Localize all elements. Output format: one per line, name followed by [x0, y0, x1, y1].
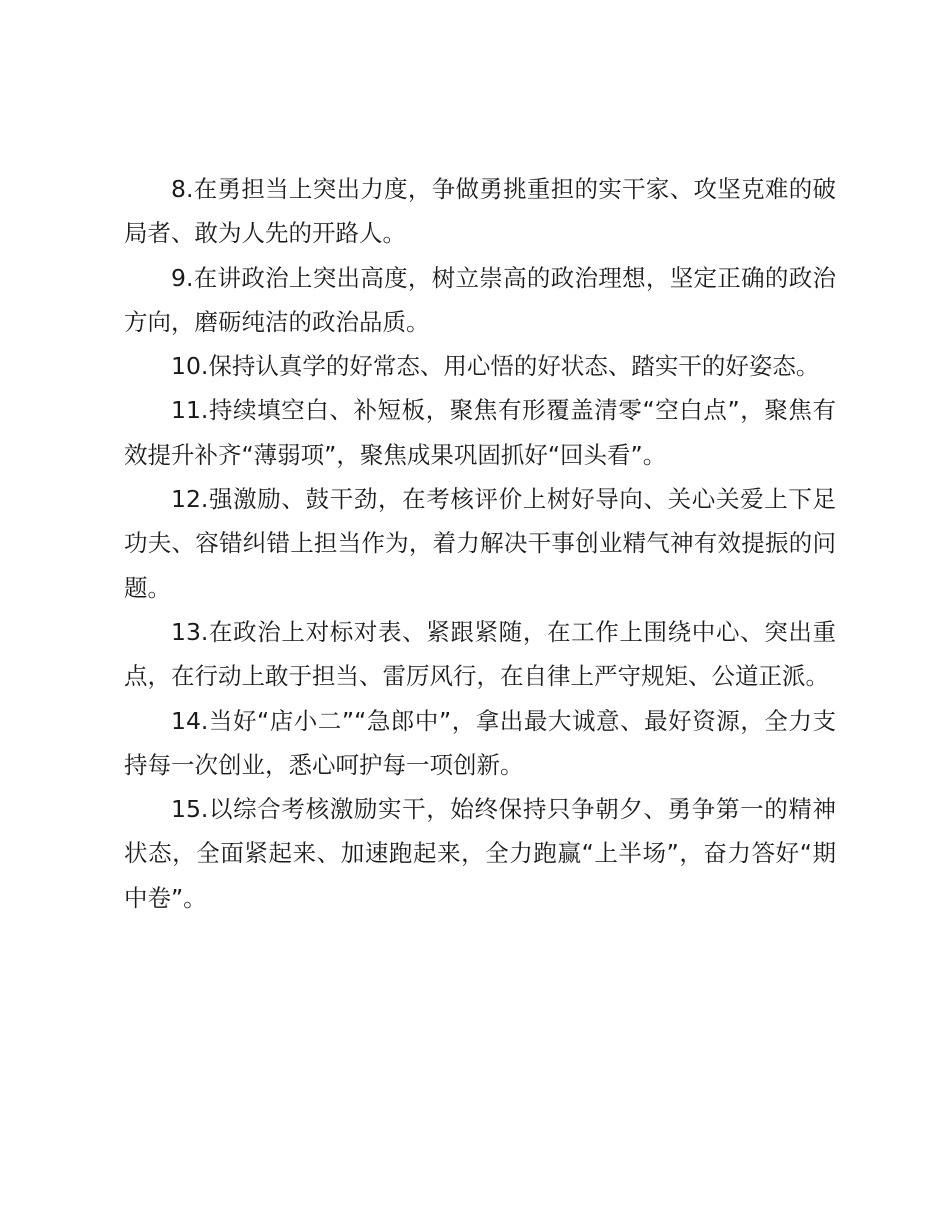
paragraph-item-9: 9.在讲政治上突出高度，树立崇高的政治理想，坚定正确的政治方向，磨砺纯洁的政治品质。	[124, 263, 836, 336]
paragraph-item-11: 11.持续填空白、补短板，聚焦有形覆盖清零“空白点”，聚焦有效提升补齐“薄弱项”，聚焦成果巩固抓好“回头看”。	[124, 396, 836, 469]
document-body	[124, 167, 836, 920]
paragraph-item-14: 14.当好“店小二”“急郎中”，拿出最大诚意、最好资源，全力支持每一次创业，悉心呵护每一项创新。	[124, 706, 836, 779]
paragraph-item-10: 10.保持认真学的好常态、用心悟的好状态、踏实干的好姿态。	[171, 352, 820, 381]
paragraph-item-13: 13.在政治上对标对表、紧跟紧随，在工作上围绕中心、突出重点，在行动上敢于担当、雷厉风行，在自律上严守规矩、公道正派。	[124, 617, 836, 691]
paragraph-item-8: 8.在勇担当上突出力度，争做勇挑重担的实干家、攻坚克难的破局者、敢为人先的开路人。	[124, 175, 836, 248]
paragraph-item-15: 15.以综合考核激励实干，始终保持只争朝夕、勇争第一的精神状态，全面紧起来、加速跑起来，全力跑赢“上半场”，奋力答好“期中卷”。	[124, 795, 836, 912]
paragraph-item-12: 12.强激励、鼓干劲，在考核评价上树好导向、关心关爱上下足功夫、容错纠错上担当作为，着力解决干事创业精气神有效提振的问题。	[124, 485, 836, 602]
